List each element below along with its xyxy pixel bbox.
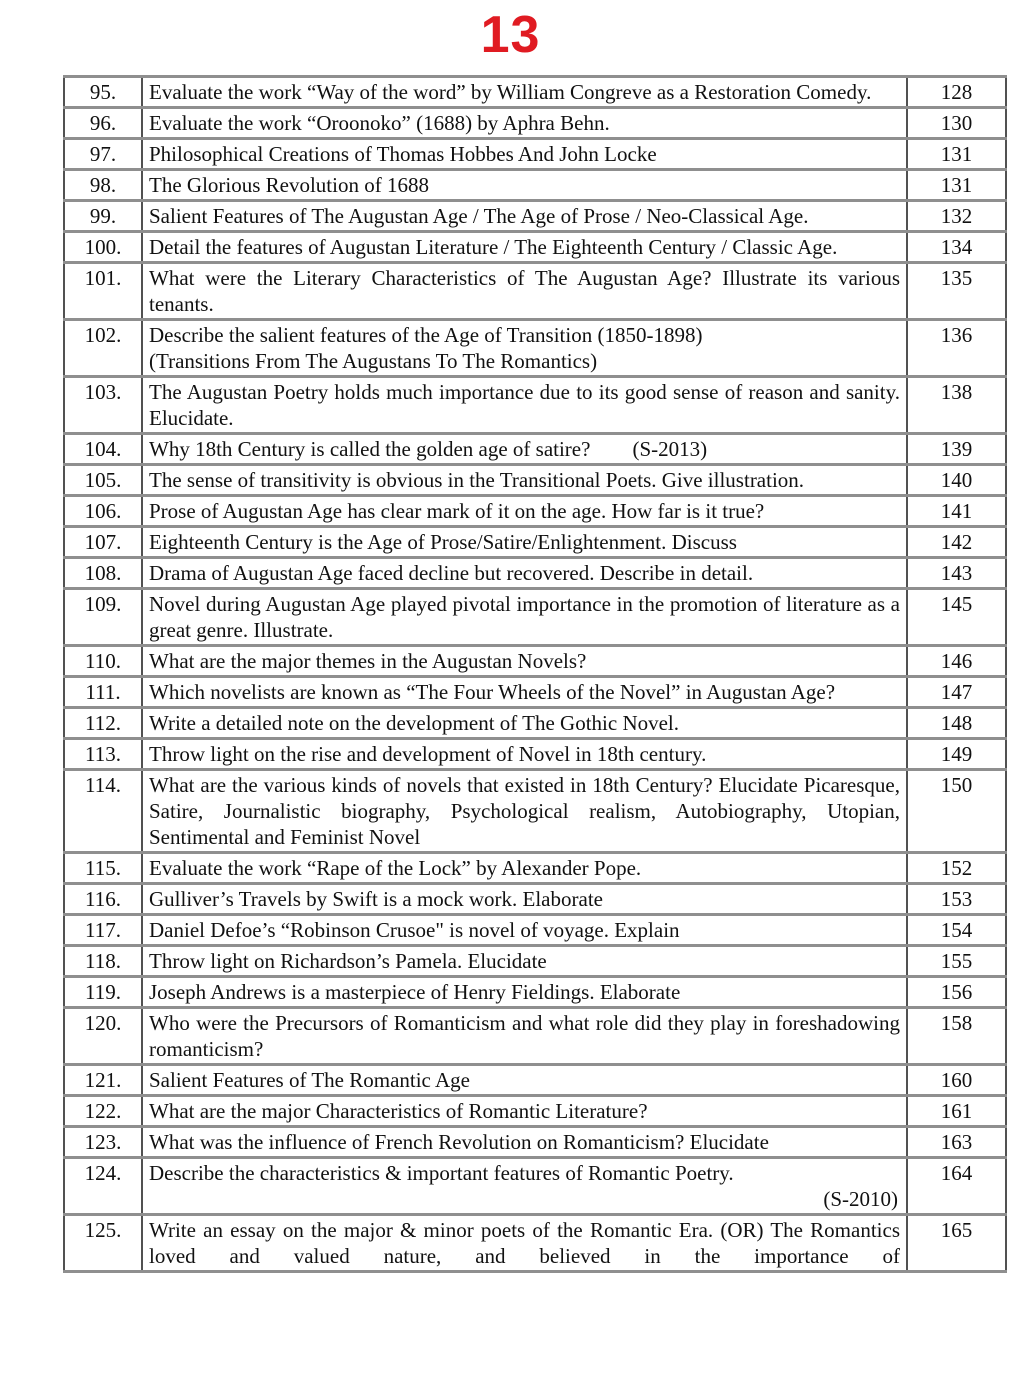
page-ref: 152 xyxy=(907,853,1006,884)
question-text: Why 18th Century is called the golden age of satire? (S-2013) xyxy=(142,434,907,465)
question-text: Daniel Defoe’s “Robinson Crusoe" is novel of voyage. Explain xyxy=(142,915,907,946)
question-number: 95. xyxy=(64,77,142,108)
table-row xyxy=(64,1158,1006,1215)
page-ref: 164 xyxy=(907,1158,1006,1215)
question-number: 112. xyxy=(64,708,142,739)
question-text: Write an essay on the major & minor poets of the Romantic Era. (OR) The Romantics loved and valued nature, and believed in the importance of xyxy=(142,1215,907,1272)
question-text: Joseph Andrews is a masterpiece of Henry Fieldings. Elaborate xyxy=(142,977,907,1008)
question-number: 102. xyxy=(64,320,142,377)
table-row xyxy=(64,884,1006,915)
table-row xyxy=(64,527,1006,558)
question-text: What are the various kinds of novels that existed in 18th Century? Elucidate Picaresque, Satire, Journalistic biography, Psychological realism, Autobiography, Utopian, Sentimental and Feminist Novel xyxy=(142,770,907,853)
page-ref: 154 xyxy=(907,915,1006,946)
question-text: Evaluate the work “Way of the word” by William Congreve as a Restoration Comedy. xyxy=(142,77,907,108)
table-row xyxy=(64,770,1006,853)
table-row xyxy=(64,232,1006,263)
page-ref: 161 xyxy=(907,1096,1006,1127)
question-number: 111. xyxy=(64,677,142,708)
table-row xyxy=(64,977,1006,1008)
question-text: Write a detailed note on the development of The Gothic Novel. xyxy=(142,708,907,739)
question-number: 106. xyxy=(64,496,142,527)
page-ref: 148 xyxy=(907,708,1006,739)
question-text: Eighteenth Century is the Age of Prose/Satire/Enlightenment. Discuss xyxy=(142,527,907,558)
page-ref: 141 xyxy=(907,496,1006,527)
page-ref: 134 xyxy=(907,232,1006,263)
page-ref: 128 xyxy=(907,77,1006,108)
question-number: 104. xyxy=(64,434,142,465)
page-ref: 150 xyxy=(907,770,1006,853)
question-text: Prose of Augustan Age has clear mark of it on the age. How far is it true? xyxy=(142,496,907,527)
table-row xyxy=(64,465,1006,496)
question-number: 120. xyxy=(64,1008,142,1065)
question-number: 109. xyxy=(64,589,142,646)
page-ref: 143 xyxy=(907,558,1006,589)
question-text: What are the major Characteristics of Romantic Literature? xyxy=(142,1096,907,1127)
question-number: 125. xyxy=(64,1215,142,1272)
table-row xyxy=(64,320,1006,377)
table-row xyxy=(64,1096,1006,1127)
table-row xyxy=(64,1065,1006,1096)
question-number: 122. xyxy=(64,1096,142,1127)
table-row xyxy=(64,853,1006,884)
question-text: What was the influence of French Revolution on Romanticism? Elucidate xyxy=(142,1127,907,1158)
question-text: Salient Features of The Romantic Age xyxy=(142,1065,907,1096)
page-title: 13 xyxy=(480,6,541,64)
table-row xyxy=(64,139,1006,170)
question-text: What are the major themes in the Augustan Novels? xyxy=(142,646,907,677)
page-ref: 142 xyxy=(907,527,1006,558)
table-row xyxy=(64,108,1006,139)
table-row xyxy=(64,170,1006,201)
table-row xyxy=(64,77,1006,108)
toc-table-body xyxy=(64,77,1006,1272)
question-text: Drama of Augustan Age faced decline but recovered. Describe in detail. xyxy=(142,558,907,589)
question-text: Throw light on the rise and development of Novel in 18th century. xyxy=(142,739,907,770)
page-ref: 160 xyxy=(907,1065,1006,1096)
session-tag: (S-2013) xyxy=(632,437,708,461)
question-text: Describe the characteristics & important features of Romantic Poetry. (S-2010) xyxy=(142,1158,907,1215)
question-text: Detail the features of Augustan Literature / The Eighteenth Century / Classic Age. xyxy=(142,232,907,263)
question-number: 108. xyxy=(64,558,142,589)
question-number: 105. xyxy=(64,465,142,496)
table-row xyxy=(64,263,1006,320)
question-number: 113. xyxy=(64,739,142,770)
question-number: 97. xyxy=(64,139,142,170)
question-number: 121. xyxy=(64,1065,142,1096)
page-ref: 135 xyxy=(907,263,1006,320)
session-tag: (S-2010) xyxy=(823,1187,898,1211)
table-row xyxy=(64,496,1006,527)
page-ref: 149 xyxy=(907,739,1006,770)
question-number: 98. xyxy=(64,170,142,201)
question-number: 123. xyxy=(64,1127,142,1158)
table-row xyxy=(64,946,1006,977)
table-row xyxy=(64,646,1006,677)
table-row xyxy=(64,677,1006,708)
question-number: 115. xyxy=(64,853,142,884)
question-text: The Glorious Revolution of 1688 xyxy=(142,170,907,201)
question-text: Philosophical Creations of Thomas Hobbes And John Locke xyxy=(142,139,907,170)
question-number: 99. xyxy=(64,201,142,232)
question-number: 96. xyxy=(64,108,142,139)
question-text: Evaluate the work “Oroonoko” (1688) by Aphra Behn. xyxy=(142,108,907,139)
question-number: 101. xyxy=(64,263,142,320)
question-text: Throw light on Richardson’s Pamela. Elucidate xyxy=(142,946,907,977)
page-ref: 155 xyxy=(907,946,1006,977)
page-ref: 140 xyxy=(907,465,1006,496)
table-row xyxy=(64,589,1006,646)
table-row xyxy=(64,1127,1006,1158)
question-number: 117. xyxy=(64,915,142,946)
page-ref: 145 xyxy=(907,589,1006,646)
page-ref: 158 xyxy=(907,1008,1006,1065)
page-ref: 165 xyxy=(907,1215,1006,1272)
page-ref: 136 xyxy=(907,320,1006,377)
question-text: Who were the Precursors of Romanticism and what role did they play in foreshadowing romanticism? xyxy=(142,1008,907,1065)
page-ref: 163 xyxy=(907,1127,1006,1158)
table-row xyxy=(64,1008,1006,1065)
question-text: Salient Features of The Augustan Age / The Age of Prose / Neo-Classical Age. xyxy=(142,201,907,232)
question-number: 110. xyxy=(64,646,142,677)
question-number: 107. xyxy=(64,527,142,558)
table-row xyxy=(64,739,1006,770)
page-ref: 131 xyxy=(907,170,1006,201)
page-ref: 130 xyxy=(907,108,1006,139)
question-text: Novel during Augustan Age played pivotal importance in the promotion of literature as a great genre. Illustrate. xyxy=(142,589,907,646)
table-row xyxy=(64,434,1006,465)
question-number: 100. xyxy=(64,232,142,263)
table-row xyxy=(64,377,1006,434)
question-text: Evaluate the work “Rape of the Lock” by Alexander Pope. xyxy=(142,853,907,884)
table-row xyxy=(64,1215,1006,1272)
question-number: 124. xyxy=(64,1158,142,1215)
question-number: 114. xyxy=(64,770,142,853)
question-text: What were the Literary Characteristics of The Augustan Age? Illustrate its various tenants. xyxy=(142,263,907,320)
page-ref: 138 xyxy=(907,377,1006,434)
question-number: 116. xyxy=(64,884,142,915)
question-number: 119. xyxy=(64,977,142,1008)
question-text: Which novelists are known as “The Four Wheels of the Novel” in Augustan Age? xyxy=(142,677,907,708)
page-ref: 146 xyxy=(907,646,1006,677)
page-ref: 153 xyxy=(907,884,1006,915)
page-ref: 132 xyxy=(907,201,1006,232)
page-ref: 139 xyxy=(907,434,1006,465)
page-ref: 147 xyxy=(907,677,1006,708)
page-ref: 131 xyxy=(907,139,1006,170)
question-text: The Augustan Poetry holds much importance due to its good sense of reason and sanity. Elucidate. xyxy=(142,377,907,434)
table-row xyxy=(64,558,1006,589)
question-index-table xyxy=(63,75,1007,1273)
question-text: Describe the salient features of the Age of Transition (1850-1898) (Transitions From The Augustans To The Romantics) xyxy=(142,320,907,377)
table-row xyxy=(64,708,1006,739)
page-ref: 156 xyxy=(907,977,1006,1008)
table-row xyxy=(64,915,1006,946)
table-row xyxy=(64,201,1006,232)
question-text: Gulliver’s Travels by Swift is a mock work. Elaborate xyxy=(142,884,907,915)
question-text: The sense of transitivity is obvious in the Transitional Poets. Give illustration. xyxy=(142,465,907,496)
document-page xyxy=(0,6,1021,1392)
question-number: 118. xyxy=(64,946,142,977)
question-number: 103. xyxy=(64,377,142,434)
